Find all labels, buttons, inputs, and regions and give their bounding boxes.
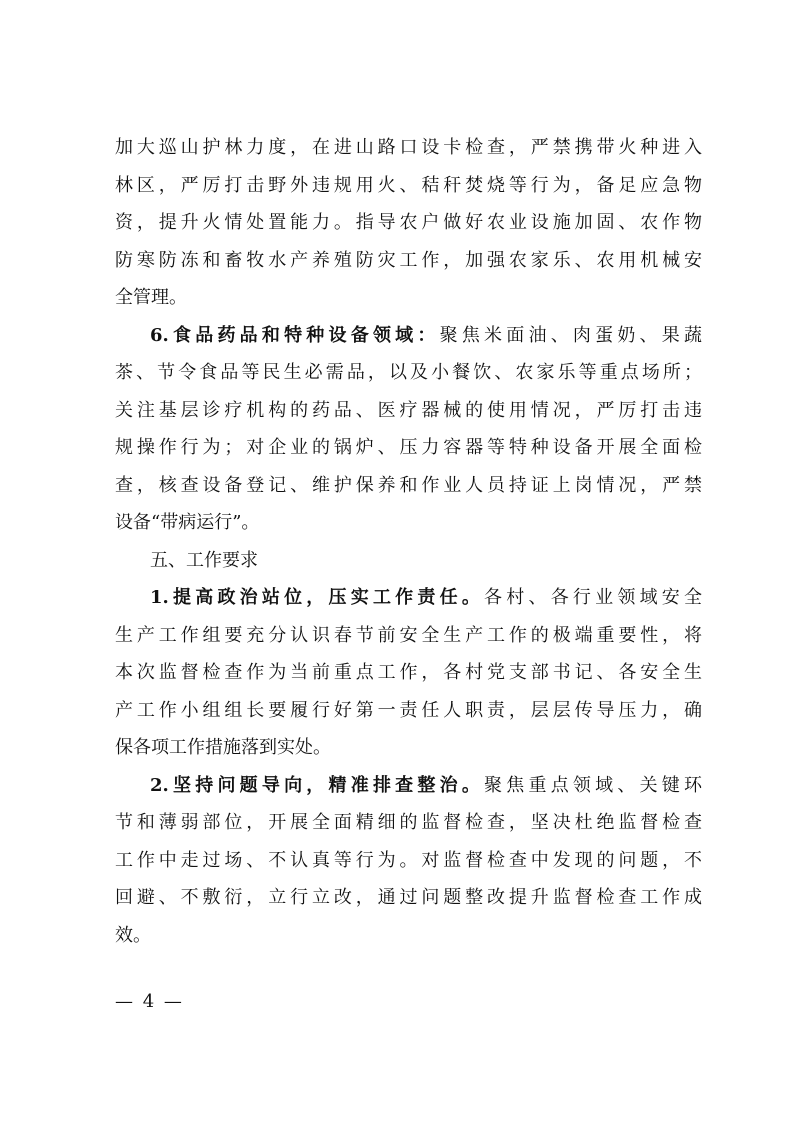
text-line bbox=[115, 279, 702, 317]
line-text: 节和薄弱部位，开展全面精细的监督检查，坚决杜绝监督检查 bbox=[115, 812, 702, 833]
line-text: 聚焦重点领域、关键环 bbox=[484, 774, 702, 796]
line-text: 回避、不敷衍，立行立改，通过问题整改提升监督检查工作成 bbox=[115, 887, 702, 908]
line-text: 本次监督检查作为当前重点工作，各村党支部书记、各安全生 bbox=[115, 662, 702, 683]
text-line bbox=[115, 729, 702, 767]
line-text: 产工作小组组长要履行好第一责任人职责，层层传导压力，确 bbox=[115, 699, 702, 721]
text-line bbox=[115, 467, 702, 505]
line-text: 林区，严厉打击野外违规用火、秸秆焚烧等行为，备足应急物 bbox=[115, 174, 702, 196]
line-text: 工作中走过场、不认真等行为。对监督检查中发现的问题，不 bbox=[115, 849, 702, 871]
line-text: 设备“带病运行”。 bbox=[115, 512, 260, 533]
text-line bbox=[115, 542, 702, 580]
page-number: — 4 — bbox=[115, 991, 184, 1012]
line-text: 各村、各行业领域安全 bbox=[484, 587, 702, 608]
bold-heading: 2.坚持问题导向，精准排查整治。 bbox=[150, 774, 485, 796]
line-text: 生产工作组要充分认识春节前安全生产工作的极端重要性，将 bbox=[115, 624, 702, 646]
bold-heading: 6.食品药品和特种设备领域： bbox=[150, 324, 440, 346]
line-text: 全管理。 bbox=[115, 287, 187, 308]
text-line bbox=[115, 429, 702, 467]
bold-heading: 1.提高政治站位，压实工作责任。 bbox=[150, 587, 485, 608]
text-line bbox=[115, 767, 702, 805]
document-body bbox=[115, 129, 702, 954]
line-text: 关注基层诊疗机构的药品、医疗器械的使用情况，严厉打击违 bbox=[115, 399, 702, 421]
line-text: 效。 bbox=[115, 924, 151, 946]
text-line bbox=[115, 617, 702, 655]
line-text: 加大巡山护林力度，在进山路口设卡检查，严禁携带火种进入 bbox=[115, 137, 702, 158]
line-text: 五、工作要求 bbox=[150, 549, 258, 571]
line-text: 聚焦米面油、肉蛋奶、果蔬 bbox=[439, 324, 702, 346]
text-line bbox=[115, 804, 702, 842]
text-line bbox=[115, 579, 702, 617]
line-text: 防寒防冻和畜牧水产养殖防灾工作，加强农家乐、农用机械安 bbox=[115, 249, 702, 271]
text-line bbox=[115, 879, 702, 917]
text-line bbox=[115, 204, 702, 242]
text-line bbox=[115, 504, 702, 542]
text-line bbox=[115, 392, 702, 430]
text-line bbox=[115, 354, 702, 392]
text-line bbox=[115, 242, 702, 280]
line-text: 规操作行为；对企业的锅炉、压力容器等特种设备开展全面检 bbox=[115, 437, 702, 458]
line-text: 查，核查设备登记、维护保养和作业人员持证上岗情况，严禁 bbox=[115, 474, 702, 496]
text-line bbox=[115, 917, 702, 955]
line-text: 资，提升火情处置能力。指导农户做好农业设施加固、农作物 bbox=[115, 212, 702, 233]
line-text: 保各项工作措施落到实处。 bbox=[115, 737, 331, 758]
text-line bbox=[115, 654, 702, 692]
text-line bbox=[115, 129, 702, 167]
text-line bbox=[115, 167, 702, 205]
text-line bbox=[115, 692, 702, 730]
line-text: 茶、节令食品等民生必需品，以及小餐饮、农家乐等重点场所； bbox=[115, 362, 702, 383]
text-line bbox=[115, 317, 702, 355]
text-line bbox=[115, 842, 702, 880]
